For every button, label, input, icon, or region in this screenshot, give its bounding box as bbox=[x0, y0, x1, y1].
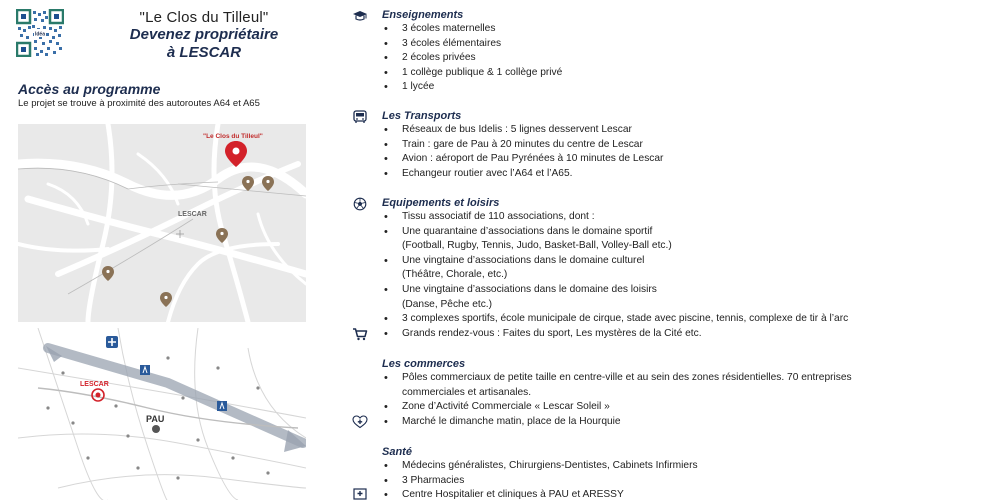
shopping-cart-icon bbox=[352, 327, 368, 341]
list-item: • Une vingtaine d’associations dans le domaine des loisirs (Danse, Pêche etc.) bbox=[382, 283, 848, 312]
regional-map[interactable] bbox=[18, 328, 306, 500]
list-item: • 3 Pharmacies bbox=[382, 474, 698, 489]
tagline-line-2: à LESCAR bbox=[166, 44, 242, 61]
local-map[interactable] bbox=[18, 124, 306, 322]
list-sante bbox=[382, 459, 698, 500]
section-title-commerces: Les commerces bbox=[382, 358, 466, 370]
regional-map-graphic bbox=[18, 328, 306, 500]
graduation-cap-icon bbox=[352, 9, 368, 23]
list-item: • 1 collège publique & 1 collège privé bbox=[382, 66, 562, 81]
list-item: • Echangeur routier avec l’A64 et l’A65. bbox=[382, 167, 663, 182]
list-item: • 3 écoles élémentaires bbox=[382, 37, 562, 52]
list-item: • Une vingtaine d’associations dans le domaine culturel (Théâtre, Chorale, etc.) bbox=[382, 254, 848, 283]
list-item: • 2 écoles privées bbox=[382, 51, 562, 66]
list-item: • Tissu associatif de 110 associations, dont : bbox=[382, 210, 848, 225]
section-title-sante: Santé bbox=[382, 446, 412, 458]
pau-marker-icon bbox=[152, 425, 160, 433]
svg-text:Idéa: Idéa bbox=[34, 31, 46, 38]
airport-icon bbox=[106, 336, 118, 348]
list-item: • Grands rendez-vous : Faites du sport, Les mystères de la Cité etc. bbox=[382, 327, 848, 342]
list-item: • 3 écoles maternelles bbox=[382, 22, 562, 37]
sports-ball-icon bbox=[352, 197, 368, 211]
project-header bbox=[94, 9, 314, 62]
access-subtitle: Le projet se trouve à proximité des autoroutes A64 et A65 bbox=[18, 98, 260, 109]
town-label-lescar: LESCAR bbox=[178, 211, 207, 218]
list-commerces bbox=[382, 371, 852, 429]
list-item: • Réseaux de bus Idelis : 5 lignes desservent Lescar bbox=[382, 123, 663, 138]
list-transports bbox=[382, 123, 663, 181]
list-equipements bbox=[382, 210, 848, 341]
list-item: • Centre Hospitalier et cliniques à PAU et ARESSY bbox=[382, 488, 698, 500]
section-title-transports: Les Transports bbox=[382, 110, 462, 122]
list-item: • 3 complexes sportifs, école municipale de cirque, stade avec piscine, tennis, complexe de tir à l’arc bbox=[382, 312, 848, 327]
section-title-equipements: Equipements et loisirs bbox=[382, 197, 500, 209]
access-title: Accès au programme bbox=[18, 81, 161, 97]
list-item: • Une quarantaine d’associations dans le domaine sportif (Football, Rugby, Tennis, Judo, Basket-Ball, Volley-Ball etc.) bbox=[382, 225, 848, 254]
bus-icon bbox=[352, 110, 368, 124]
qr-code-icon[interactable] bbox=[16, 9, 64, 57]
heart-health-icon bbox=[352, 415, 368, 429]
city-label-pau: PAU bbox=[146, 414, 165, 424]
project-map-label: "Le Clos du Tilleul" bbox=[203, 133, 263, 140]
right-column bbox=[352, 0, 1000, 500]
section-title-enseignements: Enseignements bbox=[382, 9, 464, 21]
list-item: • 1 lycée bbox=[382, 80, 562, 95]
local-map-graphic bbox=[18, 124, 306, 322]
left-column bbox=[14, 0, 314, 500]
list-item: • Avion : aéroport de Pau Pyrénées à 10 minutes de Lescar bbox=[382, 152, 663, 167]
list-enseignements bbox=[382, 22, 562, 95]
list-item: • Train : gare de Pau à 20 minutes du centre de Lescar bbox=[382, 138, 663, 153]
regional-town-label: LESCAR bbox=[80, 381, 109, 388]
list-item: • Médecins généralistes, Chirurgiens-Dentistes, Cabinets Infirmiers bbox=[382, 459, 698, 474]
tagline-line-1: Devenez propriétaire bbox=[129, 26, 279, 43]
project-name: "Le Clos du Tilleul" bbox=[139, 9, 269, 26]
list-item: • Zone d’Activité Commerciale « Lescar Soleil » bbox=[382, 400, 852, 415]
list-item: • Marché le dimanche matin, place de la Hourquie bbox=[382, 415, 852, 430]
hospital-building-icon bbox=[352, 486, 368, 500]
list-item: • Pôles commerciaux de petite taille en centre-ville et au sein des zones résidentielles. 70 entreprises commerciales et artisanales. bbox=[382, 371, 852, 400]
